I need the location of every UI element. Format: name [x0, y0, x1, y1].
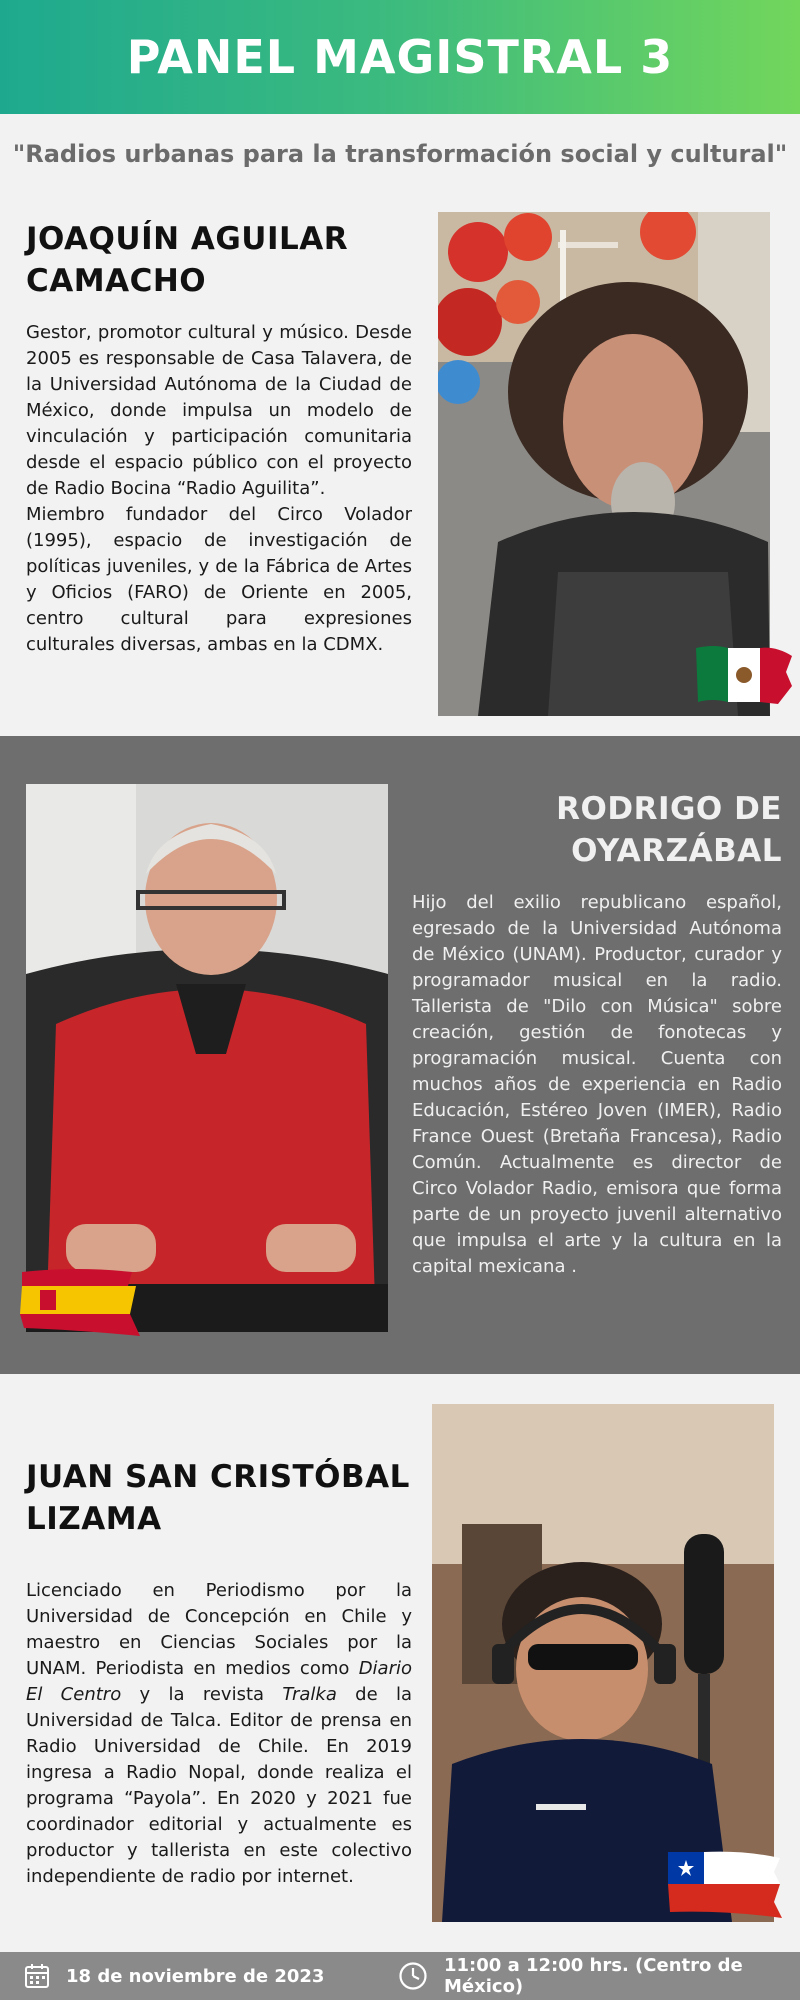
- page-title: PANEL MAGISTRAL 3: [126, 30, 674, 84]
- speaker-name: RODRIGO DE OYARZÁBAL: [556, 791, 782, 869]
- event-time-text: 11:00 a 12:00 hrs. (Centro de México): [444, 1955, 743, 1997]
- event-footer: [0, 1952, 800, 2000]
- event-date: [24, 1952, 324, 2000]
- calendar-icon: [24, 1963, 50, 1989]
- spain-flag-icon: [18, 1264, 142, 1338]
- speaker-section-1: [0, 196, 800, 736]
- event-date-text: 18 de noviembre de 2023: [66, 1965, 325, 1987]
- bio-text: de la Universidad de Talca. Editor de prensa en Radio Universidad de Chile. En 2019 ingresa a Radio Nopal, donde realiza el programa “Payola”. En 2020 y 2021 fue coordinador editorial y actualmente es productor y tallerista en este colectivo independiente de radio por internet.: [26, 1684, 412, 1887]
- speaker-photo: [26, 784, 388, 1332]
- publication-name: Diario El Centro: [26, 1658, 412, 1705]
- speaker-bio: [26, 320, 412, 658]
- panel-subtitle: "Radios urbanas para la transformación social y cultural": [12, 140, 788, 168]
- mexico-flag-icon: [694, 642, 794, 706]
- speaker-photo: [432, 1404, 774, 1922]
- bio-paragraph: Miembro fundador del Circo Volador (1995), espacio de investigación de políticas juveniles, y de la Fábrica de Artes y Oficios (FARO) de Oriente en 2005, centro cultural para expresiones culturales diversas, ambas en la CDMX.: [26, 504, 412, 655]
- speaker-bio: Hijo del exilio republicano español, egresado de la Universidad Autónoma de México (UNAM). Productor, curador y programador musical en la radio. Tallerista de "Dilo con Música" sobre creación, gestión de fonotecas y programación musical. Cuenta con muchos años de experiencia en Radio Educación, Estéreo Joven (IMER), Radio France Ouest (Bretaña Francesa), Radio Común. Actualmente es director de Circo Volador Radio, emisora que forma parte de un proyecto juvenil alternativo que impulsa el arte y la cultura en la capital mexicana .: [412, 892, 782, 1277]
- clock-icon: [398, 1961, 428, 1991]
- speaker-name: JOAQUÍN AGUILAR CAMACHO: [26, 221, 349, 299]
- bio-paragraph: Gestor, promotor cultural y músico. Desde 2005 es responsable de Casa Talavera, de la Universidad Autónoma de la Ciudad de México, donde impulsa un modelo de vinculación y participación comunitaria desde el espacio público con el proyecto de Radio Bocina “Radio Aguilita”.: [26, 322, 412, 499]
- speaker-name: JUAN SAN CRISTÓBAL LIZAMA: [26, 1459, 410, 1537]
- speaker-section-3: [0, 1374, 800, 1952]
- header-banner: [0, 0, 800, 114]
- event-time: [398, 1952, 800, 2000]
- bio-text: Licenciado en Periodismo por la Universidad de Concepción en Chile y maestro en Ciencias Sociales por la UNAM. Periodista en medios como: [26, 1580, 412, 1679]
- speaker-section-2: [0, 736, 800, 1374]
- publication-name: Tralka: [282, 1684, 337, 1705]
- speaker-bio: [26, 1578, 412, 1890]
- bio-text: y la revista: [121, 1684, 283, 1705]
- speaker-photo: [438, 212, 770, 716]
- chile-flag-icon: [664, 1848, 784, 1922]
